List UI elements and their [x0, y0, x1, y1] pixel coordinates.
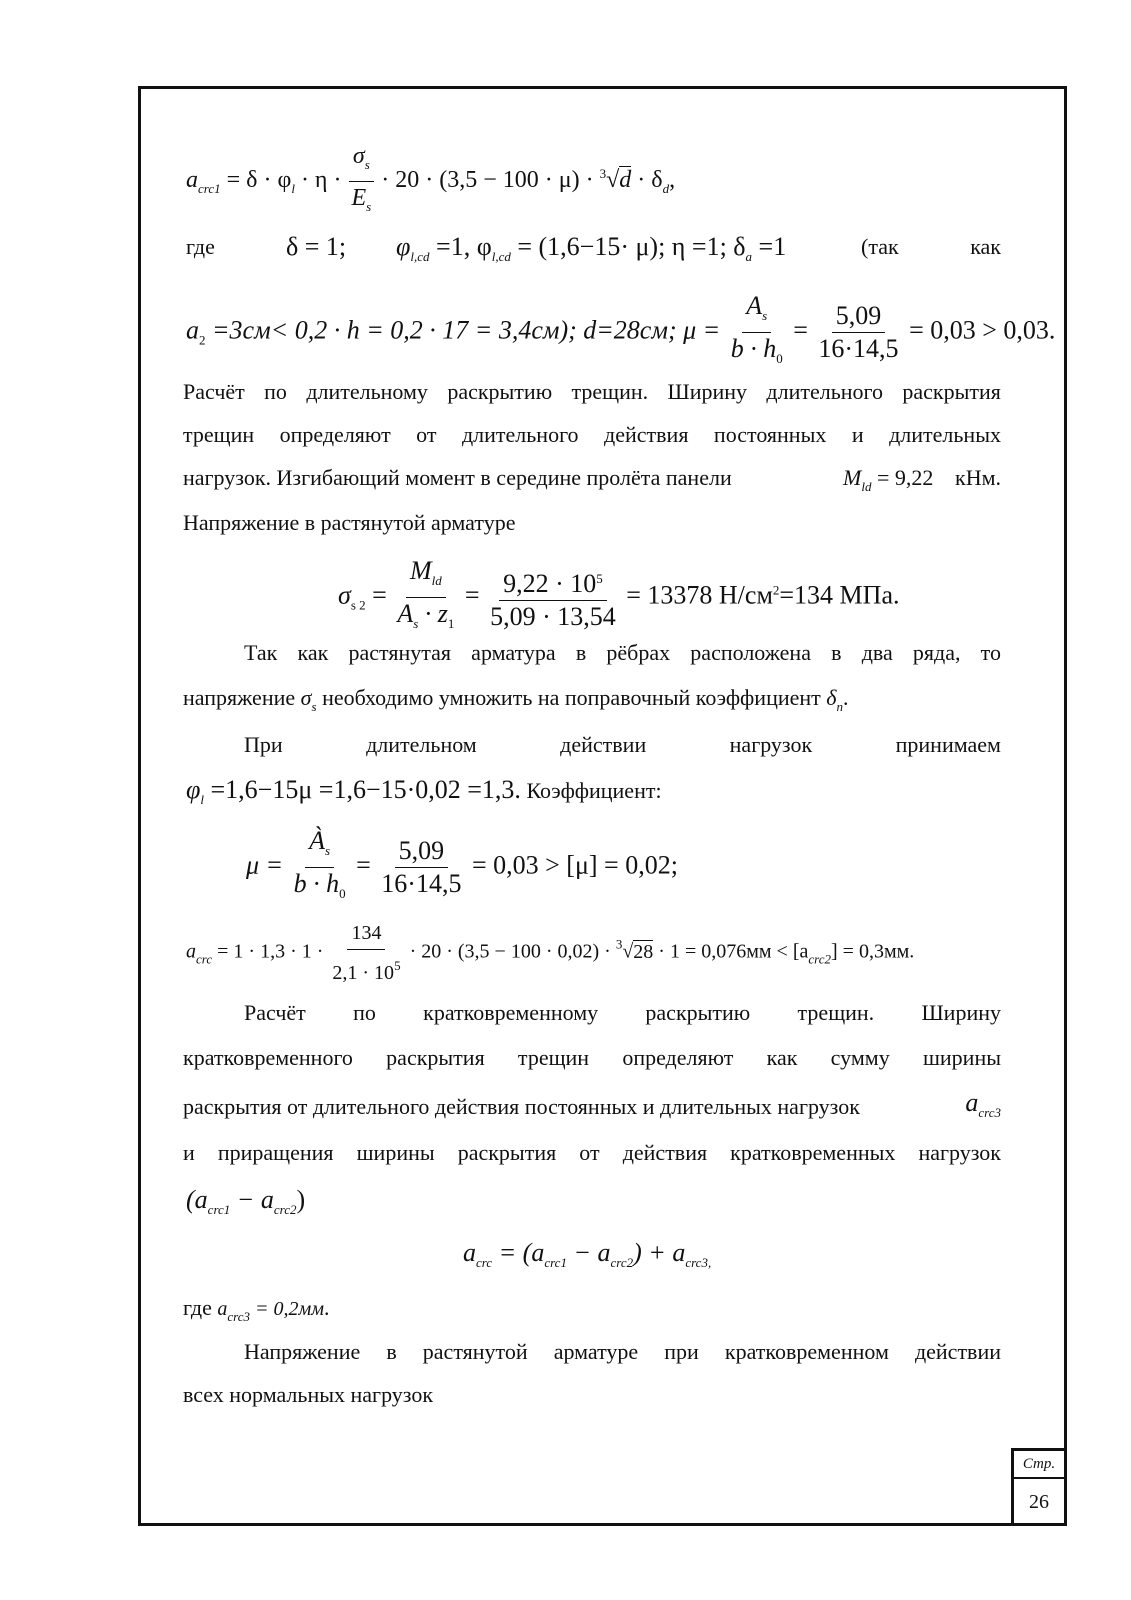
para5-line1: Напряжение в растянутой арматуре при кратковременном действии — [244, 1339, 1001, 1364]
para4-line5: $(a_{crc1} - a_{crc2})$ — [186, 1185, 306, 1217]
para2-line2: напряжение $\sigma_s$ необходимо умножить на поправочный коэффициент $\delta_n$. — [183, 685, 849, 714]
formula-mu-1: $a_2 =3см< 0,2 \cdot h = 0,2 \cdot 17 = 3,4см$); d=28см; μ = $\frac{A_s}{b \cdot h_0}$ = $\frac{5,09}{16\cdot 14,5}$ = 0,03 > 0,03. — [186, 291, 1056, 366]
para5-where: где $a_{crc3} = 0,2мм$. — [183, 1295, 330, 1324]
para4-line3: раскрытия от длительного действия постоянных и длительных нагрузок $a_{crc3}$ — [183, 1088, 1001, 1120]
para4-line2: кратковременного раскрытия трещин определяют как сумму ширины — [183, 1045, 1001, 1070]
para1-line2: трещин определяют от длительного действия постоянных и длительных — [183, 422, 1001, 447]
para4-line4: и приращения ширины раскрытия от действия кратковременных нагрузок — [183, 1140, 1001, 1165]
formula-acrc-sum: $a_{crc} = (a_{crc1} - a_{crc2}) + a_{crc3,}$ — [463, 1238, 712, 1270]
para5-line2: всех нормальных нагрузок — [183, 1382, 434, 1407]
para3-line2: $\varphi_l =1,6-15\mu =1,6-15\cdot 0,02 =1,3$. Коэффициент: — [186, 775, 662, 807]
para1-line3: нагрузок. Изгибающий момент в середине пролёта панели $M_{ld} = 9,22$ кНм. — [183, 465, 1001, 494]
page-number: 26 — [1029, 1491, 1049, 1513]
para4-line1: Расчёт по кратковременному раскрытию трещин. Ширину — [244, 1000, 1001, 1025]
para1-line4: Напряжение в растянутой арматуре — [183, 510, 516, 535]
formula-sigma-s2: $\sigma_{s 2}$ = $M_{ld}$ $A_s \cdot z_1$ = $\frac{9,22 \cdot 10^5}{5,09 \cdot 13,54}$ = 13378 $Н/см^2=134$ МПа. — [338, 556, 900, 631]
page-stamp — [1011, 1448, 1067, 1526]
para3-line1: При длительном действии нагрузок принимаем — [244, 732, 1001, 757]
formula-acrc1: $a_{crc1} = \delta \cdot \varphi_l \cdot \eta$ · $\frac{\sigma_s}{E_s}$ · $20 \cdot (3,5 - 100 \cdot \mu) \cdot ^3√d \cdot \delta_d$, — [186, 140, 675, 223]
fraction-sigma-e: $\frac{\sigma_s}{E_s}$ — [347, 140, 375, 223]
where-line: где δ = 1; $\varphi_{l,cd} =1$, $\varphi_{l,cd} = (1,6-15\cdot \mu)$; η =1; $\delta_a =1$ (так как — [186, 232, 1001, 264]
stamp-label: Стр. — [1014, 1451, 1064, 1479]
formula-acrc: $a_{crc} = 1 \cdot 1,3 \cdot 1$ · $\frac{134}{2,1 \cdot 10^5}$ · $20 \cdot (3,5 - 100 \cdot 0,02) \cdot ^3√28 \cdot 1 = 0,076мм < [a_{crc2}] = 0,3мм$. — [186, 917, 914, 989]
para1-line1: Расчёт по длительному раскрытию трещин. Ширину длительного раскрытия — [183, 379, 1001, 404]
formula-mu-2: μ = $\frac{À_s}{b \cdot h_0}$ = $\frac{5,09}{16\cdot 14,5}$ = 0,03 > [μ] = 0,02; — [246, 826, 678, 901]
para2-line1: Так как растянутая арматура в рёбрах расположена в два ряда, то — [244, 640, 1001, 665]
